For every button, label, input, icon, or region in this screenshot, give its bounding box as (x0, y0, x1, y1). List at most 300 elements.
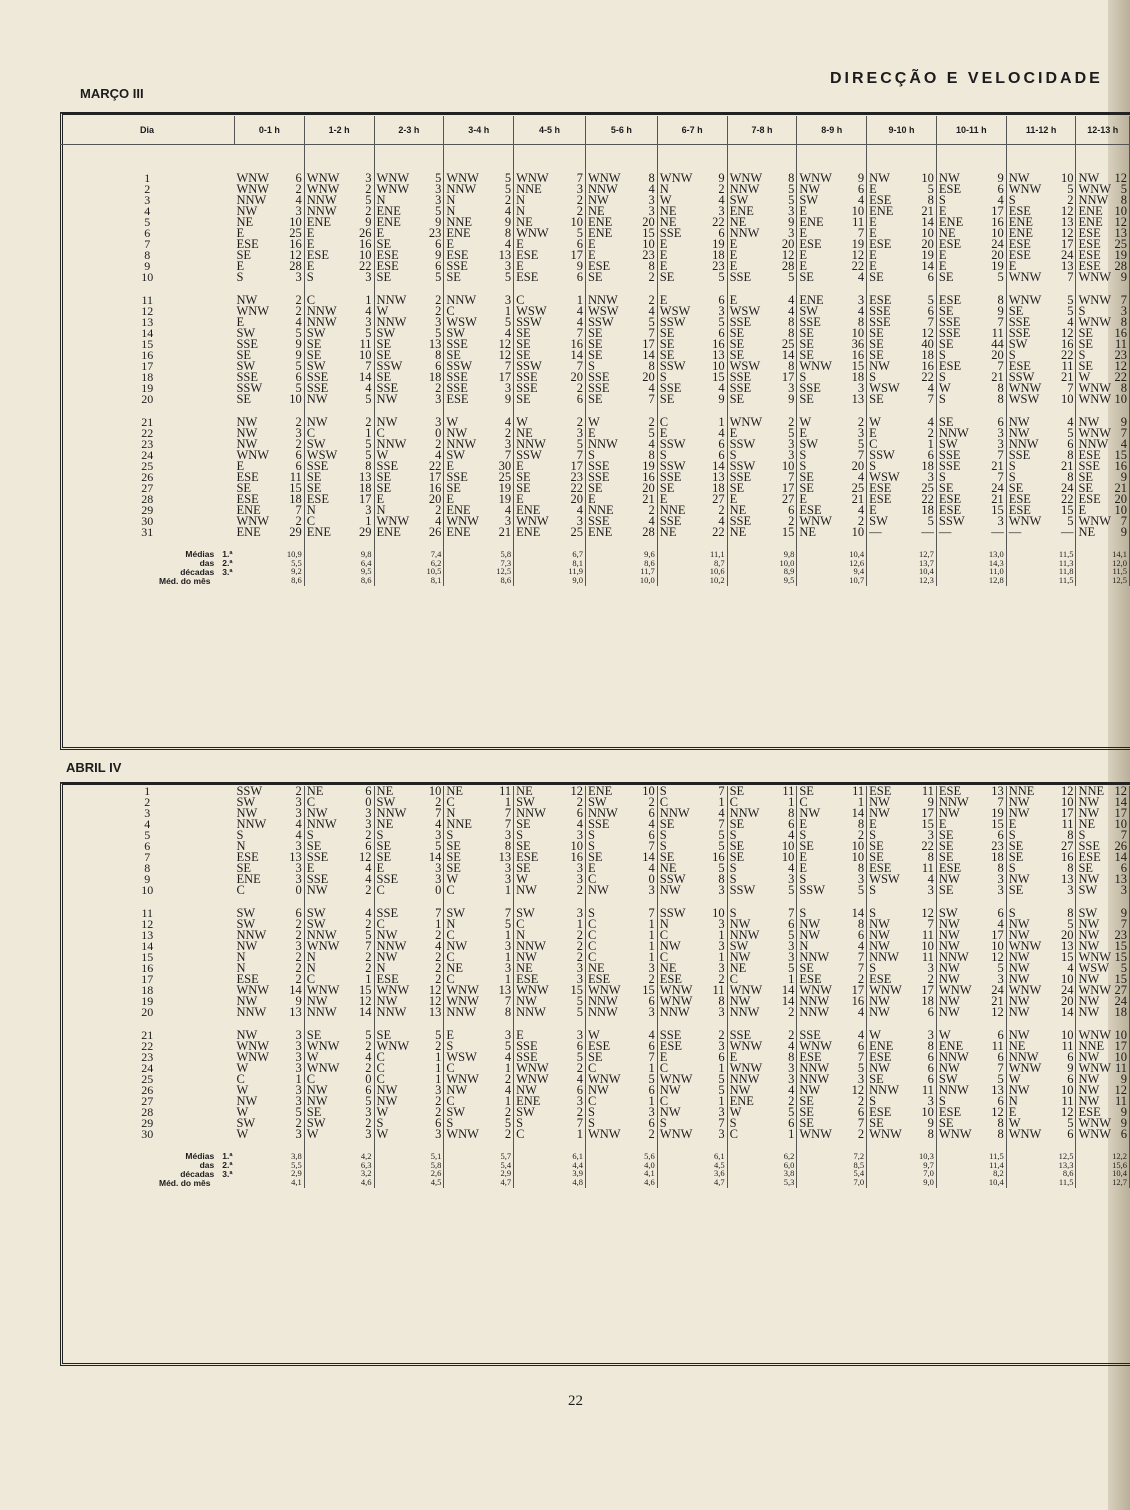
wind-speed: 2 (576, 952, 583, 963)
wind-cell (374, 527, 444, 538)
wind-cell (727, 428, 797, 439)
wind-speed: 12 (498, 339, 512, 350)
wind-cell (304, 472, 374, 483)
wind-direction: E (587, 239, 596, 250)
wind-direction: NW (236, 295, 258, 306)
wind-speed: 4 (295, 195, 302, 206)
wind-cell (797, 985, 867, 996)
wind-speed: 3 (365, 819, 372, 830)
wind-speed: 9 (295, 339, 302, 350)
wind-speed: 3 (788, 874, 795, 885)
wind-cell (514, 239, 586, 250)
wind-cell (867, 1107, 937, 1118)
wind-direction: ESE (869, 1052, 892, 1063)
wind-speed: 0 (435, 428, 442, 439)
wind-cell (936, 317, 1006, 328)
wind-direction: SE (799, 339, 814, 350)
wind-direction: ENE (376, 206, 401, 217)
wind-cell (374, 786, 444, 797)
wind-speed: 5 (788, 963, 795, 974)
wind-direction: W (376, 1107, 389, 1118)
header-row (60, 116, 1130, 145)
wind-speed: 10 (851, 852, 865, 863)
wind-speed: 24 (1060, 250, 1074, 261)
wind-speed: 11 (1114, 339, 1127, 350)
wind-direction: NW (236, 996, 258, 1007)
wind-direction: NNW (938, 428, 969, 439)
wind-speed: 8 (1067, 830, 1074, 841)
wind-cell (657, 295, 727, 306)
day-number: 22 (141, 1041, 154, 1052)
wind-cell (1076, 1007, 1130, 1018)
wind-speed: 3 (788, 1063, 795, 1074)
wind-cell (936, 217, 1006, 228)
wind-direction: E (869, 184, 877, 195)
average-value: 4,7 (713, 1176, 725, 1187)
wind-direction: NNW (587, 996, 618, 1007)
wind-cell (304, 1074, 374, 1085)
average-value: 4,2 (360, 1152, 372, 1161)
wind-speed: 4 (857, 195, 865, 206)
wind-direction: NW (1078, 941, 1100, 952)
wind-cell (936, 985, 1006, 996)
average-value: 13,7 (919, 557, 934, 568)
wind-speed: 9 (788, 217, 795, 228)
wind-cell (585, 261, 657, 272)
wind-cell (727, 494, 797, 505)
table-row (60, 250, 1130, 261)
wind-direction: SE (799, 472, 814, 483)
wind-speed: 20 (921, 239, 934, 250)
wind-speed: 5 (504, 272, 512, 283)
wind-direction: NNW (938, 1085, 969, 1096)
day-number: 20 (141, 1007, 154, 1018)
day-number: 28 (141, 494, 154, 505)
wind-speed: 3 (435, 874, 442, 885)
wind-speed: 19 (991, 808, 1004, 819)
wind-speed: 4 (295, 819, 302, 830)
wind-speed: 16 (712, 852, 725, 863)
wind-speed: 10 (359, 250, 372, 261)
wind-cell (374, 350, 444, 361)
wind-speed: 7 (648, 328, 655, 339)
wind-direction: SSW (1008, 372, 1035, 383)
wind-cell (936, 250, 1006, 261)
wind-speed: 27 (1060, 841, 1074, 852)
wind-speed: 4 (788, 863, 795, 874)
wind-cell (936, 394, 1006, 405)
wind-cell (514, 996, 586, 1007)
wind-cell (514, 306, 586, 317)
wind-direction: N (516, 930, 526, 941)
wind-cell (514, 317, 586, 328)
wind-speed: 12 (428, 985, 442, 996)
wind-speed: 4 (576, 317, 583, 328)
wind-direction: N (376, 505, 386, 516)
wind-speed: 3 (718, 963, 725, 974)
wind-speed: 3 (435, 184, 442, 195)
wind-cell (657, 261, 727, 272)
wind-cell (374, 439, 444, 450)
wind-speed: 5 (295, 361, 302, 372)
wind-direction: N (376, 195, 386, 206)
table-row (60, 974, 1130, 985)
wind-speed: 7 (1120, 295, 1127, 306)
wind-speed: 8 (1120, 383, 1127, 394)
wind-direction: E (659, 1052, 668, 1063)
wind-cell (585, 874, 657, 885)
wind-speed: 4 (365, 874, 372, 885)
column-header: Dia (60, 116, 234, 145)
wind-speed: 2 (1067, 195, 1074, 206)
wind-cell (585, 1129, 657, 1140)
table-row (60, 996, 1130, 1007)
wind-speed: 1 (365, 974, 372, 985)
wind-speed: 9 (1120, 417, 1127, 428)
wind-speed: 22 (570, 483, 583, 494)
wind-cell (936, 863, 1006, 874)
wind-speed: 2 (576, 1063, 583, 1074)
table-row (60, 1129, 1130, 1140)
wind-cell (797, 963, 867, 974)
wind-cell (585, 808, 657, 819)
wind-cell (657, 450, 727, 461)
wind-cell (304, 272, 374, 283)
wind-direction: E (516, 261, 524, 272)
wind-direction: NW (376, 394, 398, 405)
wind-speed: 5 (788, 272, 795, 283)
wind-direction: ESE (799, 505, 822, 516)
wind-direction: NNW (1078, 439, 1109, 450)
wind-direction: WNW (446, 1074, 479, 1085)
wind-cell (936, 494, 1006, 505)
wind-direction: S (1008, 908, 1016, 919)
wind-speed: 6 (927, 1074, 934, 1085)
average-value: 10,4 (1112, 1168, 1127, 1178)
wind-speed: 10 (289, 394, 302, 405)
wind-speed: 10 (1114, 819, 1127, 830)
wind-cell (444, 786, 514, 797)
wind-cell (657, 306, 727, 317)
wind-direction: SE (376, 239, 392, 250)
wind-cell (444, 919, 514, 930)
wind-direction: NNW (376, 1007, 407, 1018)
wind-direction: SSE (306, 461, 329, 472)
wind-cell (867, 985, 937, 996)
wind-direction: E (587, 494, 596, 505)
wind-cell (1076, 306, 1130, 317)
wind-direction: E (729, 494, 738, 505)
wind-direction: NW (1008, 1085, 1030, 1096)
wind-direction: SE (659, 483, 675, 494)
wind-speed: 25 (921, 483, 934, 494)
wind-cell (514, 885, 586, 896)
wind-speed: 24 (1114, 996, 1127, 1007)
wind-direction: SE (938, 852, 954, 863)
wind-speed: 3 (365, 1107, 372, 1118)
wind-speed: 8 (788, 361, 795, 372)
wind-speed: 2 (295, 963, 302, 974)
wind-direction: S (938, 372, 946, 383)
wind-speed: 7 (718, 1118, 725, 1129)
wind-speed: 5 (857, 1063, 865, 1074)
wind-cell (867, 786, 937, 797)
wind-speed: 7 (504, 819, 512, 830)
wind-cell (657, 996, 727, 1007)
wind-cell (234, 272, 304, 283)
wind-cell (936, 885, 1006, 896)
wind-direction: NW (938, 963, 960, 974)
wind-speed: 4 (997, 195, 1004, 206)
wind-speed: 11 (852, 217, 865, 228)
wind-speed: 5 (927, 184, 934, 195)
wind-cell (867, 261, 937, 272)
wind-speed: 5 (718, 1074, 725, 1085)
wind-cell (234, 1118, 304, 1129)
wind-direction: SW (376, 797, 396, 808)
wind-direction: C (376, 1074, 385, 1085)
wind-cell (1006, 428, 1076, 439)
wind-direction: NE (659, 206, 677, 217)
wind-speed: 9 (504, 394, 512, 405)
wind-cell (444, 261, 514, 272)
wind-speed: — (1060, 527, 1074, 538)
wind-cell (867, 852, 937, 863)
wind-cell (727, 250, 797, 261)
wind-direction: WNW (1078, 952, 1112, 963)
wind-speed: 3 (435, 830, 442, 841)
wind-cell (1006, 808, 1076, 819)
wind-direction: ENE (869, 206, 894, 217)
wind-speed: 13 (1060, 261, 1074, 272)
wind-cell (1076, 874, 1130, 885)
wind-cell (1006, 1129, 1076, 1140)
wind-speed: 5 (648, 1074, 655, 1085)
wind-direction: NW (869, 173, 890, 184)
wind-cell (374, 1007, 444, 1018)
wind-direction: S (869, 885, 877, 896)
wind-cell (304, 250, 374, 261)
wind-direction: SSE (587, 819, 610, 830)
wind-direction: SE (869, 350, 884, 361)
wind-cell (797, 908, 867, 919)
wind-speed: 11 (359, 339, 372, 350)
wind-speed: 3 (648, 1007, 655, 1018)
wind-direction: C (729, 797, 738, 808)
wind-speed: 1 (718, 797, 725, 808)
wind-speed: 3 (504, 295, 512, 306)
wind-cell (1006, 217, 1076, 228)
wind-cell (585, 472, 657, 483)
average-cell (444, 1152, 514, 1188)
wind-cell (585, 974, 657, 985)
wind-cell (444, 952, 514, 963)
wind-speed: 6 (1120, 1129, 1127, 1140)
wind-cell (936, 841, 1006, 852)
wind-cell (234, 919, 304, 930)
wind-direction: NNW (306, 206, 337, 217)
wind-speed: 3 (504, 874, 512, 885)
table-row (60, 295, 1130, 306)
wind-cell (867, 996, 937, 1007)
wind-cell (374, 985, 444, 996)
wind-cell (234, 494, 304, 505)
wind-direction: NE (659, 217, 677, 228)
table-row (60, 786, 1130, 797)
wind-speed: 23 (1114, 350, 1127, 361)
day-number: 15 (141, 339, 154, 350)
wind-cell (727, 1063, 797, 1074)
spacer-row (60, 896, 1130, 908)
wind-direction: SW (938, 1074, 958, 1085)
april-label: ABRIL IV (66, 760, 122, 775)
average-value: 5,4 (500, 1159, 512, 1170)
wind-speed: 7 (1120, 919, 1127, 930)
wind-speed: 3 (927, 830, 934, 841)
wind-speed: 6 (788, 919, 795, 930)
wind-speed: 2 (295, 786, 302, 797)
wind-direction: SSE (729, 1030, 752, 1041)
wind-direction: ENE (587, 228, 613, 239)
wind-cell (867, 874, 937, 885)
wind-direction: WNW (1078, 184, 1112, 195)
wind-direction: ESE (869, 483, 892, 494)
wind-speed: 8 (718, 996, 725, 1007)
wind-speed: 13 (991, 786, 1004, 797)
average-value: 10,7 (849, 574, 865, 585)
wind-cell (867, 1096, 937, 1107)
wind-cell (1006, 361, 1076, 372)
wind-cell (304, 195, 374, 206)
wind-cell (444, 184, 514, 195)
wind-cell (234, 173, 304, 184)
table-row (60, 461, 1130, 472)
wind-direction: C (659, 1063, 669, 1074)
wind-cell (585, 228, 657, 239)
column-header: 9-10 h (867, 116, 937, 145)
table-row (60, 841, 1130, 852)
wind-speed: 6 (648, 1041, 655, 1052)
wind-cell (657, 1085, 727, 1096)
wind-speed: 1 (927, 439, 934, 450)
wind-speed: 7 (648, 841, 655, 852)
wind-speed: 20 (1060, 930, 1074, 941)
wind-cell (585, 184, 657, 195)
wind-speed: 8 (648, 261, 655, 272)
wind-direction: SE (729, 786, 745, 797)
wind-direction: C (376, 885, 385, 896)
wind-direction: SW (587, 797, 607, 808)
average-value: 12,6 (849, 557, 865, 568)
wind-cell (657, 874, 727, 885)
wind-cell (727, 996, 797, 1007)
wind-cell (797, 1007, 867, 1018)
wind-cell (1076, 1129, 1130, 1140)
wind-direction: N (799, 941, 809, 952)
wind-cell (867, 1030, 937, 1041)
wind-cell (585, 372, 657, 383)
wind-direction: S (799, 450, 807, 461)
wind-speed: 2 (295, 306, 302, 317)
wind-speed: 13 (712, 350, 725, 361)
wind-cell (727, 472, 797, 483)
wind-cell (867, 819, 937, 830)
average-value: 4,6 (644, 1176, 655, 1187)
wind-speed: 2 (295, 930, 302, 941)
average-value: 9,0 (923, 1176, 934, 1187)
wind-direction: SE (516, 339, 531, 350)
wind-cell (444, 417, 514, 428)
wind-cell (936, 786, 1006, 797)
wind-cell (585, 1030, 657, 1041)
wind-direction: ENE (1008, 217, 1034, 228)
wind-cell (727, 1118, 797, 1129)
wind-cell (1006, 985, 1076, 996)
wind-cell (727, 797, 797, 808)
wind-direction: E (306, 863, 315, 874)
wind-direction: W (1008, 1074, 1021, 1085)
wind-speed: 5 (718, 863, 725, 874)
wind-speed: 9 (997, 173, 1004, 184)
wind-direction: ESE (516, 272, 539, 283)
wind-speed: 3 (927, 1030, 934, 1041)
wind-cell (1076, 339, 1130, 350)
wind-direction: E (1008, 1107, 1017, 1118)
wind-speed: 4 (576, 505, 583, 516)
wind-direction: ESE (516, 250, 539, 261)
wind-cell (1076, 450, 1130, 461)
column-header: 4-5 h (514, 116, 586, 145)
wind-direction: NW (799, 184, 821, 195)
wind-direction: SE (938, 841, 954, 852)
wind-speed: 5 (788, 428, 795, 439)
wind-speed: 16 (570, 852, 583, 863)
average-value: 6,2 (783, 1152, 795, 1161)
wind-direction: E (938, 261, 947, 272)
wind-direction: S (587, 361, 595, 372)
wind-speed: 3 (788, 439, 795, 450)
wind-direction: S (799, 830, 807, 841)
wind-direction: S (446, 1041, 454, 1052)
average-value: 4,0 (644, 1159, 655, 1170)
wind-direction: NE (587, 963, 605, 974)
average-value: 10,3 (919, 1152, 934, 1161)
wind-direction: NW (1008, 417, 1030, 428)
wind-speed: 10 (781, 852, 795, 863)
wind-direction: WNW (729, 173, 763, 184)
wind-speed: 10 (428, 786, 442, 797)
wind-direction: — (869, 527, 882, 538)
wind-speed: 2 (435, 974, 442, 985)
wind-speed: 7 (997, 317, 1004, 328)
wind-cell (657, 494, 727, 505)
wind-speed: 16 (1114, 328, 1127, 339)
wind-direction: NW (938, 173, 960, 184)
wind-cell (797, 295, 867, 306)
wind-cell (304, 372, 374, 383)
wind-speed: 8 (997, 295, 1004, 306)
wind-cell (1006, 450, 1076, 461)
wind-speed: 9 (365, 217, 372, 228)
wind-cell (374, 516, 444, 527)
day-number: 17 (141, 361, 154, 372)
wind-speed: 8 (648, 173, 655, 184)
wind-direction: WNW (236, 184, 270, 195)
wind-direction: ESE (516, 852, 539, 863)
wind-cell (727, 195, 797, 206)
wind-speed: 17 (991, 206, 1004, 217)
wind-speed: 14 (712, 461, 725, 472)
